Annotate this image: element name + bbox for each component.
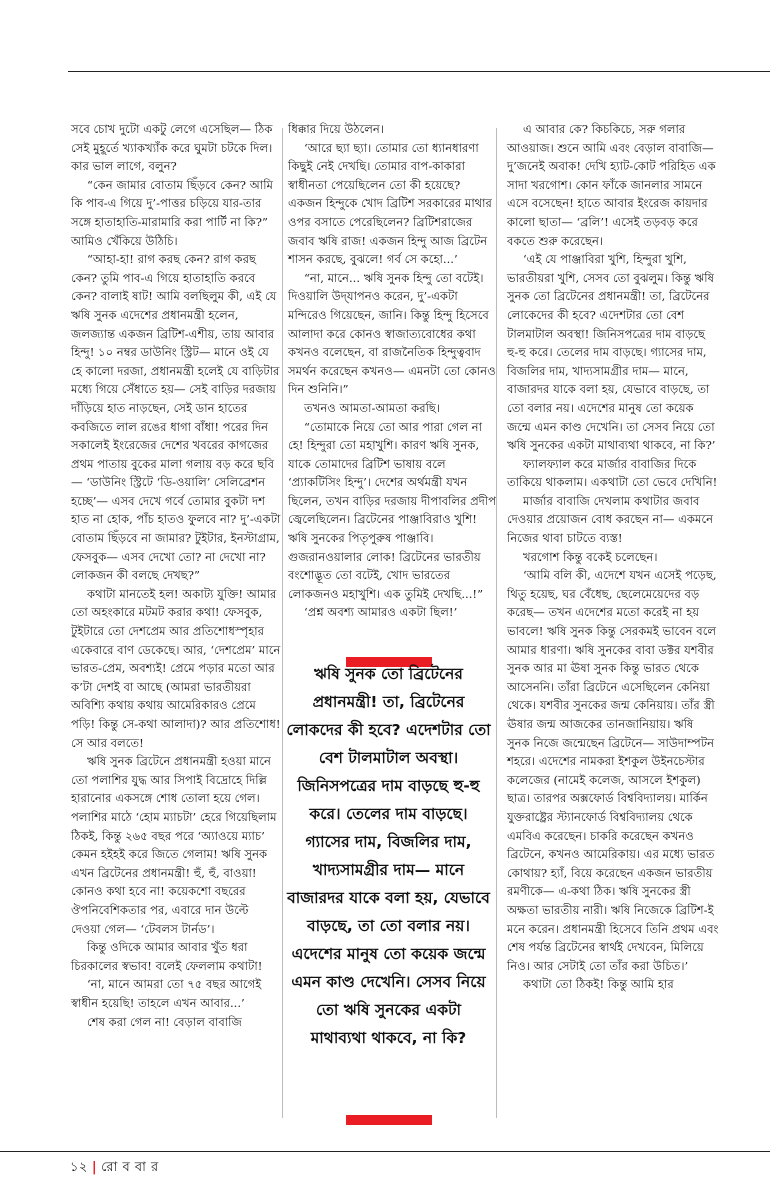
paragraph: ‘প্রশ্ন অবশ্য আমারও একটা ছিল!’ — [304, 605, 458, 620]
paragraph: ধিক্কার দিয়ে উঠলেন। — [288, 122, 384, 136]
folio-separator: | — [91, 1160, 98, 1175]
text-column-2 — [288, 120, 498, 622]
text-column-1 — [71, 120, 281, 1031]
header-rule — [68, 71, 770, 72]
paragraph: ফ্যালফ্যাল করে মার্জার বাবাজির দিকে তাকিয়ে থাকলাম। একথাটা তো ভেবে দেখিনি! — [507, 456, 718, 490]
pull-quote: ঋষি সুনক তো ব্রিটেনের প্রধানমন্ত্রী! তা, ব্রিটেনের লোকদের কী হবে? এদেশটার তো বেশ টালমাটাল অবস্থা। জিনিসপত্রের দাম বাড়ছে হু-হু করে। তেলের দাম বাড়ছে। গ্যাসের দাম, বিজলির দাম, খাদ্যসামগ্রীর দাম— মানে বাজারদর যাকে বলা হয়, যেভাবে বাড়ছে, তা তো বলার নয়। এদেশের মানুষ তো কয়েক জন্মে এমন কাণ্ড দেখেনি। সেসব নিয়ে তো ঋষি সুনকের একটা মাথাব্যথা থাকবে, না কি? — [286, 665, 491, 1047]
text-column-3 — [507, 120, 719, 994]
paragraph: তখনও আমতা-আমতা করছি। — [304, 400, 441, 415]
paragraph: ‘না, মানে আমরা তো ৭৫ বছর আগেই স্বাধীন হয়েছি! তাহলে এখন আবার...’ — [71, 977, 262, 1010]
footer-rule — [0, 1151, 770, 1152]
paragraph: ‘এই যে পাঞ্জাবিরা খুশি, হিন্দুরা খুশি, ভারতীয়রা খুশি, সেসব তো বুঝলুম। কিন্তু ঋষি সুনক তো ব্রিটেনের প্রধানমন্ত্রী! তা, ব্রিটেনের লোকেদের কী হবে? এদেশটার তো বেশ টালমাটাল অবস্থা! জিনিসপত্রের দাম বাড়ছে হু-হু করে। তেলের দাম বাড়ছে। গ্যাসের দাম, বিজলির দাম, খাদ্যসামগ্রীর দাম— মানে, বাজারদর যাকে বলা হয়, যেভাবে বাড়ছে, তা তো বলার নয়। এদেশের মানুষ তো কয়েক জন্মে এমন কাণ্ড দেখেনি। তা সেসব নিয়ে তো ঋষি সুনকের একটা মাথাব্যথা থাকবে, না কি?’ — [507, 252, 716, 453]
paragraph: মার্জার বাবাজি দেখলাম কথাটার জবাব দেওয়ার প্রয়োজন বোধ করছেন না— একমনে নিজের থাবা চাটতে ব্যস্ত! — [507, 493, 714, 546]
paragraph: “আহা-হা! রাগ করছ কেন? রাগ করছ কেন? তুমি পাব-এ গিয়ে হাতাহাতি করবে কেন? বালাই ষাট! আমি বলছিলুম কী, এই যে ঋষি সুনক এদেশের প্রধানমন্ত্রী হলেন, জলজ্যান্ত একজন ব্রিটিশ-এশীয়, তায় আবার হিন্দু! ১০ নম্বর ডাউনিং স্ট্রিট— মানে ওই যে হে কালো দরজা, প্রধানমন্ত্রী হলেই যে বাড়িটার মধ্যে গিয়ে সেঁধাতে হয়— সেই বাড়ির দরজায় দাঁড়িয়ে হাত নাড়ছেন, সেই ডান হাতের কবজিতে লাল রঙের ধাগা বাঁধা! পরের দিন সকালেই ইংরেজের দেশের খবরের কাগজের প্রথম পাতায় বুকের মালা গলায় বড় করে ছবি— ‘ডাউনিং স্ট্রিটে ‘ডি-ওয়ালি’ সেলিব্রেশন হচ্ছে’— এসব দেখে গর্বে তোমার বুকটা দশ হাত না হোক, পাঁচ হাতও ফুলবে না? দু’-একটা বোতাম ছিঁড়বে না জামার? টুইটার, ইনস্টাগ্রাম, ফেসবুক— এসব দেখো তো? না দেখো না? লোকজন কী বলছে দেখছ?” — [71, 252, 281, 583]
paragraph: কথাটা তো ঠিকই! কিন্তু আমি হার — [523, 977, 674, 992]
paragraph: ঋষি সুনক ব্রিটেনে প্রধানমন্ত্রী হওয়া মানে তো পলাশির যুদ্ধ আর সিপাই বিদ্রোহে দিল্লি হারানোর একসঙ্গে শোধ তোলা হয়ে গেল। পলাশির মাঠে ‘হোম ম্যাচটা’ হেরে গিয়েছিলাম ঠিকই, কিন্তু ২৬৫ বছর পরে ‘অ্যাওয়ে ম্যাচ’ কেমন হইহই করে জিতে গেলাম! ঋষি সুনক এখন ব্রিটেনের প্রধানমন্ত্রী! হুঁ, হুঁ, বাওয়া! কোনও কথা হবে না! কয়েকশো বছরের ঔপনিবেশিকতার পর, এবারে দান উল্টে দেওয়া গেল— ‘টেবলস টার্নড’। — [71, 754, 277, 936]
page-footer — [70, 1158, 159, 1179]
paragraph: কথাটা মানতেই হল! অকাট্য যুক্তি! আমার তো অহংকারে মটমট করার কথা! ফেসবুক, টুইটারে তো দেশপ্রেম আর প্রতিশোধস্পৃহার একেবারে বাণ ডেকেছে। আর, ‘দেশপ্রেম’ মানে ভারত-প্রেম, অবশ্যই! প্রেমে পড়ার মতো আর ক’টা দেশই বা আছে (আমরা ভারতীয়রা অবিশ্যি কথায় কথায় আমেরিকারও প্রেমে পড়ি! কিন্তু সে-কথা আলাদা)? আর প্রতিশোধ! সে আর বলতে! — [71, 586, 281, 750]
paragraph: ‘আমি বলি কী, এদেশে যখন এসেই পড়েছ, থিতু হয়েছ, ঘর বেঁধেছ, ছেলেমেয়েদের বড় করেছ— তখন এদেশের মতো করেই না হয় ভাবলে! ঋষি সুনক কিন্তু সেরকমই ভাবেন বলে আমার ধারণা। ঋষি সুনকের বাবা ডক্টর যশবীর সুনক আর মা ঊষা সুনক কিন্তু ভারত থেকে আসেননি। তাঁরা ব্রিটেনে এসেছিলেন কেনিয়া থেকে। যশবীর সুনকের জন্ম কেনিয়ায়। তাঁর স্ত্রী ঊষার জন্ম আজকের তানজানিয়ায়। ঋষি সুনক নিজে জন্মেছেন ব্রিটেনে— সাউদাম্পটন শহরে। এদেশের নামকরা ইশকুল উইনচেস্টার কলেজের (নামেই কলেজ, আসলে ইশকুল) ছাত্র। তারপর অক্সফোর্ড বিশ্ববিদ্যালয়। মার্কিন যুক্তরাষ্ট্রের স্ট্যানফোর্ড বিশ্ববিদ্যালয় থেকে এমবিএ করেছেন। চাকরি করেছেন কখনও ব্রিটেনে, কখনও আমেরিকায়। এর মধ্যে ভারত কোথায়? হ্যাঁ, বিয়ে করেছেন একজন ভারতীয় রমণীকে— এ-কথা ঠিক। ঋষি সুনকের স্ত্রী অক্ষতা ভারতীয় নারী। ঋষি নিজেকে ব্রিটিশ-ই মনে করেন। প্রধানমন্ত্রী হিসেবে তিনি প্রথম এবং শেষ পর্যন্ত ব্রিটেনের স্বার্থই দেখবেন, মিলিয়ে নিও। আর সেটাই তো তাঁর করা উচিত।’ — [507, 568, 719, 973]
paragraph: “কেন জামার বোতাম ছিঁড়বে কেন? আমি কি পাব-এ গিয়ে দু’-পাত্তর চড়িয়ে যার-তার সঙ্গে হাতাহাতি-মারামারি করা পার্টি না কি?” আমিও খেঁকিয়ে উঠিচি। — [71, 177, 273, 248]
column-divider — [496, 128, 497, 1118]
page-number: ১২ — [70, 1160, 88, 1175]
paragraph: ‘আরে ছ্যা ছ্যা। তোমার তো ধ্যানধারণা কিছুই নেই দেখছি। তোমার বাপ-কাকারা স্বাধীনতা পেয়েছিলেন তো কী হয়েছে? একজন হিন্দুকে খোদ ব্রিটিশ সরকারের মাথার ওপর বসাতে পেরেছিলেন? ব্রিটিশরাজের জবাব ঋষি রাজ! একজন হিন্দু আজ ব্রিটেন শাসন করছে, বুঝলে! গর্ব সে কহো...’ — [288, 140, 492, 267]
paragraph: কিন্তু ওদিকে আমার আবার খুঁত ধরা চিরকালের স্বভাব! বলেই ফেললাম কথাটা! — [71, 940, 263, 973]
paragraph: এ আবার কে? কিচকিচে, সরু গলার আওয়াজ। শুনে আমি এবং বেড়াল বাবাজি— দু’জনেই অবাক! দেখি হ্যাট-কোট পরিহিত এক সাদা খরগোশ। কোন ফাঁকে জানলার সামনে এসে বসেছেন! হাতে আবার ইংরেজ কায়দার কালো ছাতা— ‘ব্রলি’! এসেই তড়বড় করে বকতে শুরু করেছেন। — [507, 122, 716, 248]
paragraph: “তোমাকে নিয়ে তো আর পারা গেল না হে! হিন্দুরা তো মহাখুশি। কারণ ঋষি সুনক, যাকে তোমাদের ব্রিটিশ ভাষায় বলে ‘প্র্যাকটিসিং হিন্দু’। দেশের অর্থমন্ত্রী যখন ছিলেন, তখন বাড়ির দরজায় দীপাবলির প্রদীপ জ্বেলেছিলেন। ব্রিটেনের পাঞ্জাবিরাও খুশি! ঋষি সুনকের পিতৃপুরুষ পাঞ্জাবি। গুজরানওয়ালার লোক! ব্রিটেনের ভারতীয় বংশোদ্ভূত তো বটেই, খোদ ভারতের লোকজনও মহাখুশি। এক তুমিই দেখছি...!” — [288, 419, 497, 601]
paragraph: “না, মানে... ঋষি সুনক হিন্দু তো বটেই। দিওয়ালি উদ্‌যাপনও করেন, দু’-একটা মন্দিরেও গিয়েছেন, জানি। কিন্তু হিন্দু হিসেবে আলাদা করে কোনও স্বাজাত্যবোধের কথা কখনও বলেছেন, বা রাজনৈতিক হিন্দুত্ববাদ সমর্থন করেছেন কখনও— এমনটা তো কোনও দিন শুনিনি।” — [288, 270, 496, 397]
column-divider — [282, 128, 283, 1118]
magazine-name: রো ব বা র — [101, 1160, 159, 1175]
paragraph: শেষ করা গেল না! বেড়াল বাবাজি — [87, 1014, 242, 1029]
paragraph: সবে চোখ দুটো একটু লেগে এসেছিল— ঠিক সেই মুহূর্তে খ্যাকখ্যাঁক করে ঘুমটা চটকে দিল। কার ভাল লাগে, বলুন? — [71, 122, 273, 174]
pull-quote-bottom-bar — [346, 1115, 432, 1125]
paragraph: খরগোশ কিন্তু বকেই চলেছেন। — [523, 549, 658, 564]
